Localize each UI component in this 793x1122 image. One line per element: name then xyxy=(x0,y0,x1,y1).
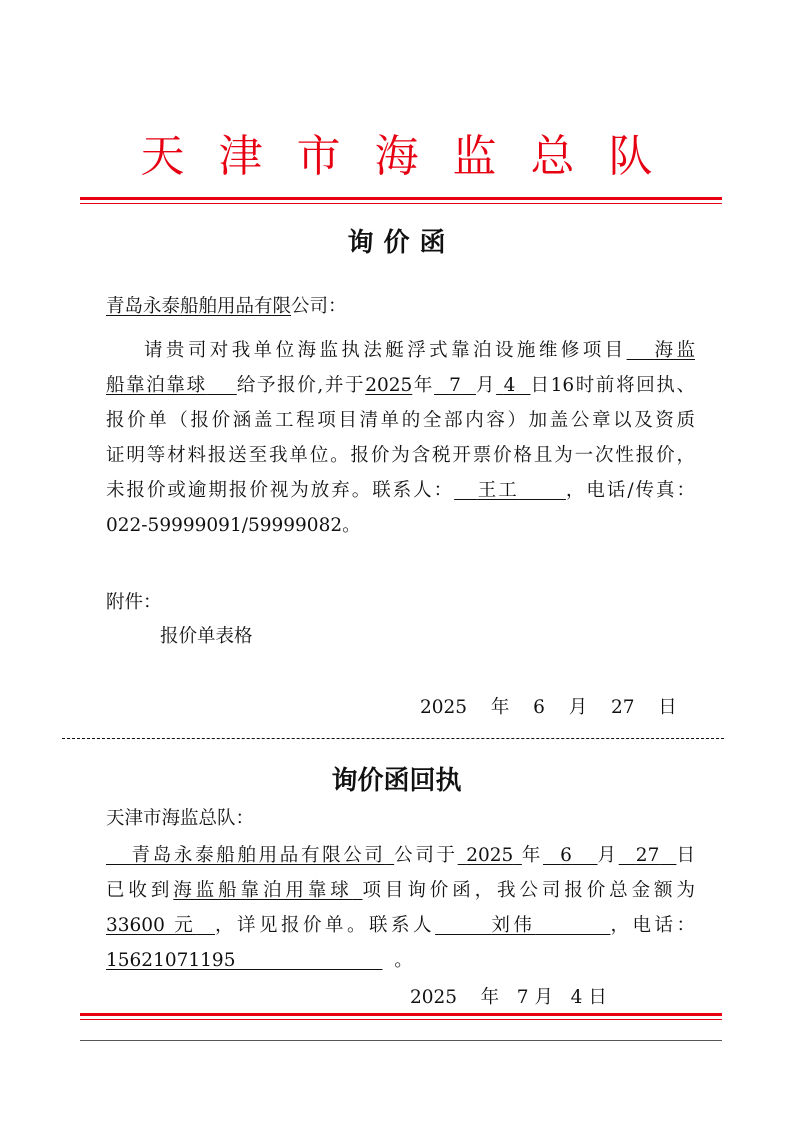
body-text-3: 日16时前将回执、 xyxy=(530,375,695,396)
receipt-month: 6 xyxy=(560,845,572,866)
letter-body-line-3: 报价单（报价涵盖工程项目清单的全部内容）加盖公章以及资质 xyxy=(106,410,695,431)
deadline-month: 7 xyxy=(449,375,461,396)
letter-body-line-2 xyxy=(106,371,695,397)
receipt-day-char: 日 xyxy=(676,845,695,866)
organization-title: 天津市海监总队 xyxy=(140,131,687,182)
receipt-contact: 刘伟 xyxy=(491,915,536,936)
dashed-cut-line xyxy=(62,738,724,739)
letter-date-month: 6 xyxy=(533,697,545,718)
phone-fax-number: 022-59999091/59999082。 xyxy=(106,515,361,536)
receipt-title: 询价函回执 xyxy=(331,766,462,796)
letter-title: 询价函 xyxy=(347,228,456,258)
letter-date-year: 2025 xyxy=(420,697,468,718)
receipt-year-char: 年 xyxy=(521,845,544,866)
receipt-year: 2025 xyxy=(466,845,514,866)
receipt-line-4 xyxy=(106,946,413,972)
letter-date xyxy=(420,693,677,719)
receipt-date-year: 2025 xyxy=(410,987,458,1008)
receipt-date-month: 7 xyxy=(516,987,529,1008)
receipt-date-day-char: 日 xyxy=(588,987,607,1008)
recipient-name: 青岛永泰船舶用品有限 xyxy=(106,296,292,317)
receipt-month-char: 月 xyxy=(597,845,619,866)
receipt-date-year-char: 年 xyxy=(480,987,500,1008)
project-name-part-a: 海监 xyxy=(654,340,695,361)
red-divider-thin xyxy=(80,203,722,204)
receipt-date-day: 4 xyxy=(570,987,583,1008)
deadline-day: 4 xyxy=(503,375,516,396)
letter-body-line-1 xyxy=(144,336,695,362)
receipt-text-a: 公司于 xyxy=(394,845,458,866)
letter-year-char: 年 xyxy=(490,697,510,718)
receipt-recipient: 天津市海监总队： xyxy=(106,808,255,829)
phone-fax-label: ，电话/传真： xyxy=(565,480,695,501)
letter-body-line-4: 证明等材料报送至我单位。报价为含税开票价格且为一次性报价， xyxy=(106,445,695,466)
letter-day-char: 日 xyxy=(658,697,677,718)
receipt-phone: 15621071195 xyxy=(106,950,236,971)
receipt-date xyxy=(410,983,607,1009)
receipt-project: 海监船靠泊用靠球 xyxy=(173,880,353,901)
red-divider-thick xyxy=(80,197,722,200)
receipt-company: 青岛永泰船舶用品有限公司 xyxy=(131,845,386,866)
year-char: 年 xyxy=(412,375,435,396)
receipt-period: 。 xyxy=(394,950,413,971)
receipt-line-2 xyxy=(106,876,695,902)
contact-label: 未报价或逾期报价视为放弃。联系人： xyxy=(106,480,455,501)
project-name-part-b: 船靠泊靠球 xyxy=(106,375,207,396)
red-footer-divider-thin xyxy=(80,1019,722,1020)
red-footer-divider-thick xyxy=(80,1013,722,1016)
attachment-item: 报价单表格 xyxy=(160,626,253,647)
letter-month-char: 月 xyxy=(568,697,588,718)
contact-name: 王工 xyxy=(477,480,519,501)
receipt-phone-label: ，电话： xyxy=(610,915,695,936)
receipt-day: 27 xyxy=(635,845,660,866)
letter-body-line-5 xyxy=(106,476,695,502)
receipt-contact-label: ，详见报价单。联系人 xyxy=(215,915,436,936)
body-text-2: 给予报价,并于 xyxy=(236,375,366,396)
deadline-year: 2025 xyxy=(365,375,413,396)
receipt-text-amount-label: 项目询价函，我公司报价总金额为 xyxy=(362,880,695,901)
receipt-line-1 xyxy=(106,841,695,867)
attachment-label: 附件： xyxy=(106,592,162,613)
month-char: 月 xyxy=(475,375,497,396)
receipt-line-3 xyxy=(106,911,695,937)
gray-footer-rule xyxy=(80,1040,722,1041)
recipient-suffix: 公司： xyxy=(291,296,347,317)
receipt-date-month-char: 月 xyxy=(534,987,553,1008)
receipt-amount: 33600 元 xyxy=(106,915,197,936)
letter-salutation xyxy=(106,292,347,318)
body-text-1: 请贵司对我单位海监执法艇浮式靠泊设施维修项目 xyxy=(144,340,627,361)
letter-date-day: 27 xyxy=(610,697,635,718)
receipt-text-received: 已收到 xyxy=(106,880,174,901)
